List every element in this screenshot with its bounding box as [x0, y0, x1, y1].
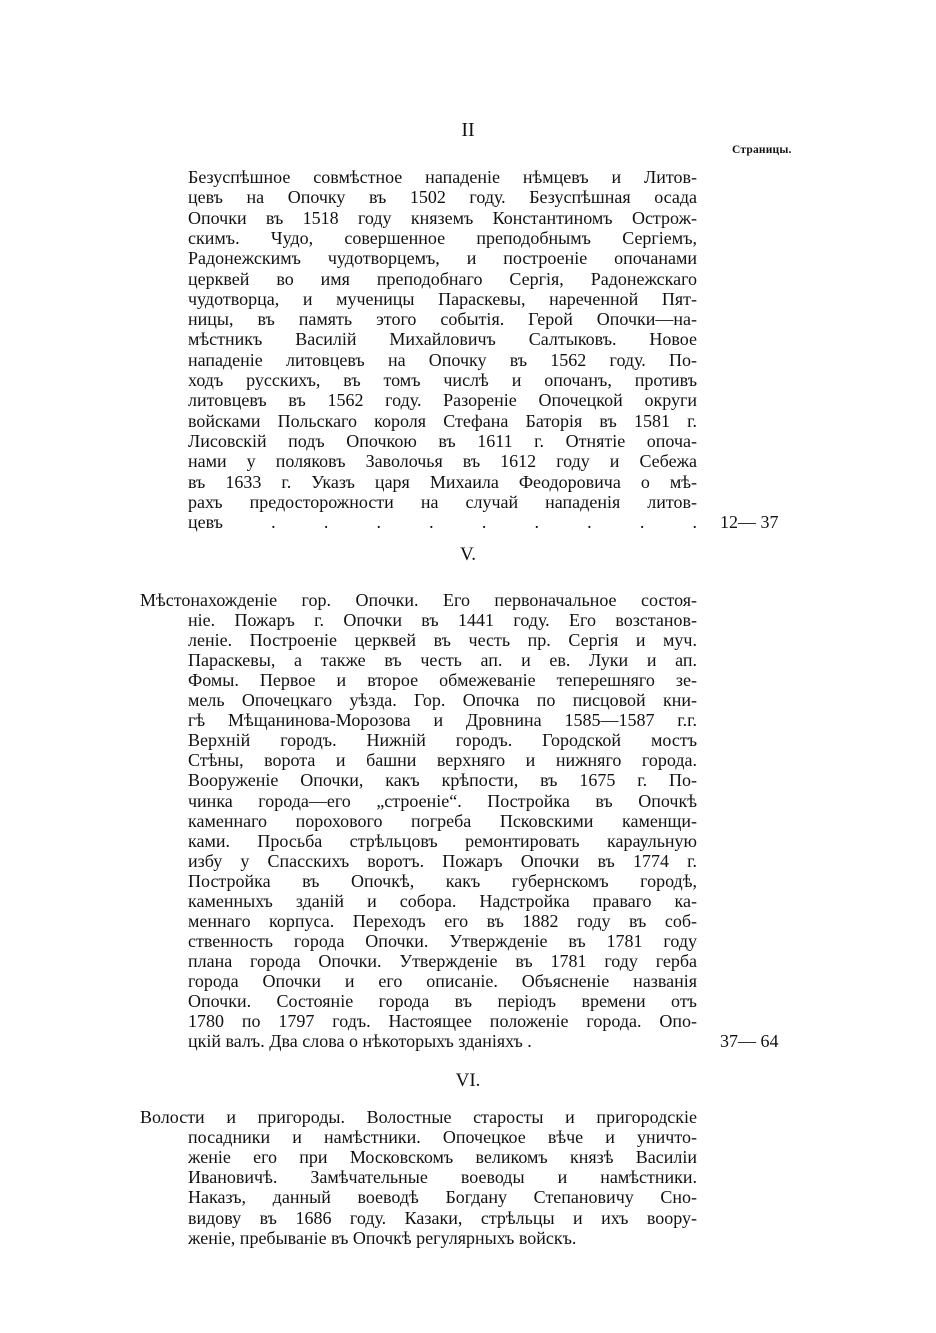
- toc-line: въ 1633 г. Указъ царя Михаила Феодоровича о мѣ-: [188, 471, 697, 492]
- toc-line: леніе. Построеніе церквей въ честь пр. Сергія и муч.: [188, 630, 697, 651]
- toc-line: каменныхъ зданій и собора. Надстройка праваго ка-: [188, 890, 697, 911]
- toc-line: Стѣны, ворота и башни верхняго и нижняго города.: [188, 750, 697, 771]
- toc-line: Волости и пригороды. Волостные старосты и пригородскіе: [140, 1107, 697, 1127]
- toc-line: ками. Просьба стрѣльцовъ ремонтировать караульную: [188, 830, 697, 851]
- toc-line: Радонежскимъ чудотворцемъ, и построеніе опочанами: [188, 248, 697, 269]
- toc-line: нападеніе литовцевъ на Опочку въ 1562 году. По-: [188, 349, 697, 370]
- toc-line: цевъ . . . . . . . . .: [188, 512, 697, 533]
- toc-line: города Опочки и его описаніе. Объясненіе названія: [188, 970, 697, 991]
- toc-line: Верхній городъ. Нижній городъ. Городской мостъ: [188, 730, 697, 751]
- toc-line: каменнаго порохового погреба Псковскими каменщи-: [188, 810, 697, 831]
- toc-line: видову въ 1686 году. Казаки, стрѣльцы и ихъ воору-: [188, 1207, 697, 1228]
- toc-line: 1780 по 1797 годъ. Настоящее положеніе города. Опо-: [188, 1011, 697, 1032]
- toc-line: Опочки. Состояніе города въ періодъ времени отъ: [188, 991, 697, 1011]
- toc-line: Постройка въ Опочкѣ, какъ губернскомъ городѣ,: [188, 870, 697, 891]
- toc-line: цевъ на Опочку въ 1502 году. Безуспѣшная осада: [188, 187, 697, 208]
- toc-line: Ивановичѣ. Замѣчательные воеводы и намѣстники.: [188, 1167, 697, 1188]
- toc-line: Безуспѣшное совмѣстное нападеніе нѣмцевъ и Литов-: [188, 167, 697, 187]
- toc-line: ходъ русскихъ, въ томъ числѣ и опочанъ, противъ: [188, 370, 697, 390]
- toc-line: избу у Спасскихъ воротъ. Пожаръ Опочки въ 1774 г.: [188, 850, 697, 871]
- toc-line: ственность города Опочки. Утвержденіе въ 1781 году: [188, 930, 697, 951]
- toc-line: войсками Польскаго короля Стефана Баторія въ 1581 г.: [188, 410, 697, 431]
- section-heading-vi: VI.: [455, 1070, 481, 1091]
- page-number: II: [461, 119, 475, 141]
- toc-line: цкій валъ. Два слова о нѣкоторыхъ зданіяхъ .: [188, 1031, 532, 1052]
- toc-line: Параскевы, а также въ честь ап. и ев. Луки и ап.: [188, 650, 697, 671]
- toc-line: мель Опочецкаго уѣзда. Гор. Опочка по писцовой кни-: [188, 690, 697, 711]
- toc-line: ніе. Пожаръ г. Опочки въ 1441 году. Его возстанов-: [188, 610, 697, 631]
- toc-line: Мѣстонахожденіе гор. Опочки. Его первоначальное состоя-: [140, 590, 697, 610]
- toc-line: меннаго корпуса. Переходъ его въ 1882 году въ соб-: [188, 910, 697, 931]
- toc-line: скимъ. Чудо, совершенное преподобнымъ Сергіемъ,: [188, 227, 697, 248]
- toc-line: мѣстникъ Василій Михайловичъ Салтыковъ. Новое: [188, 329, 697, 350]
- toc-line: нами у поляковъ Заволочья въ 1612 году и Себежа: [188, 451, 697, 472]
- toc-line: Вооруженіе Опочки, какъ крѣпости, въ 1675 г. По-: [188, 770, 697, 791]
- toc-line: ницы, въ память этого событія. Герой Опочки—на-: [188, 309, 697, 330]
- toc-line: женіе, пребываніе въ Опочкѣ регулярныхъ войскъ.: [188, 1227, 577, 1248]
- toc-line: Лисовскій подъ Опочкою въ 1611 г. Отнятіе опоча-: [188, 430, 697, 451]
- toc-line: церквей во имя преподобнаго Сергія, Радонежскаго: [188, 268, 697, 289]
- pages-column-header: Страницы.: [732, 144, 792, 156]
- section-heading-v: V.: [459, 544, 477, 565]
- toc-line: плана города Опочки. Утвержденіе въ 1781 году герба: [188, 950, 697, 971]
- toc-line: чинка города—его „строеніе“. Постройка въ Опочкѣ: [188, 790, 697, 811]
- toc-line: гѣ Мѣщанинова-Морозова и Дровнина 1585—1587 г.г.: [188, 710, 697, 731]
- toc-line: женіе его при Московскомъ великомъ князѣ Василіи: [188, 1147, 697, 1168]
- toc-line: литовцевъ въ 1562 году. Разореніе Опочецкой округи: [188, 390, 697, 411]
- toc-line: рахъ предосторожности на случай нападенія литов-: [188, 491, 697, 512]
- toc-line: Наказъ, данный воеводѣ Богдану Степановичу Сно-: [188, 1187, 697, 1208]
- toc-line: Фомы. Первое и второе обмежеваніе теперешняго зе-: [188, 670, 697, 691]
- page-range: 12— 37: [720, 512, 779, 533]
- toc-line: посадники и намѣстники. Опочецкое вѣче и уничто-: [188, 1127, 697, 1148]
- toc-line: чудотворца, и мученицы Параскевы, нареченной Пят-: [188, 288, 697, 309]
- page-range: 37— 64: [720, 1031, 779, 1052]
- toc-line: Опочки въ 1518 году княземъ Константиномъ Острож-: [188, 207, 697, 228]
